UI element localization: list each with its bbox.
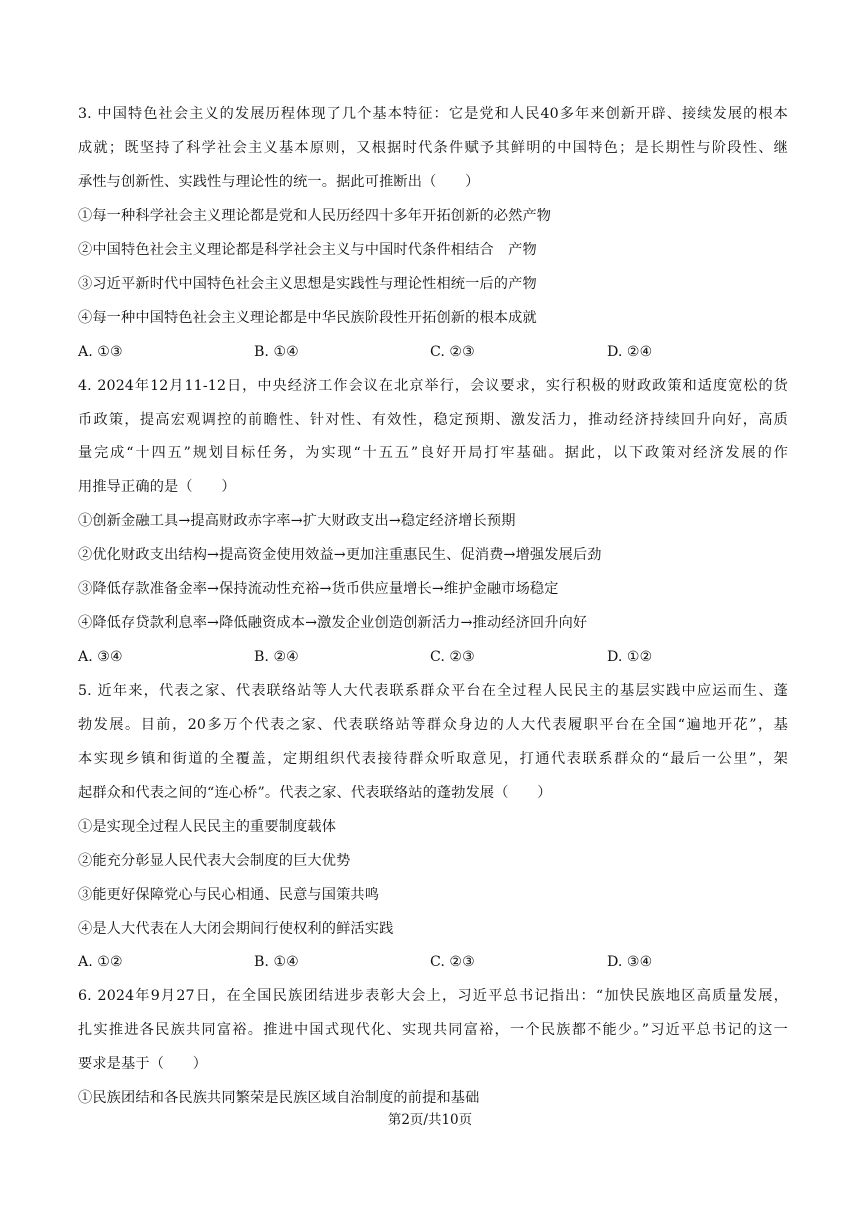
question-5-options (78, 952, 788, 972)
question-6-stem-line: 6. 2024年9月27日，在全国民族团结进步表彰大会上，习近平总书记指出：“加快民族地区高质量发展， (78, 988, 788, 1004)
question-4-stem-line: 量完成“十四五”规划目标任务，为实现“十五五”良好开局打牢基础。据此，以下政策对经济发展的作 (78, 445, 788, 461)
page-footer: 第2页/共10页 (387, 1112, 473, 1128)
question-5-stem-line: 5. 近年来，代表之家、代表联络站等人大代表联系群众平台在全过程人民民主的基层实践中应运而生、蓬 (78, 683, 788, 699)
question-3-item: ①每一种科学社会主义理论都是党和人民历经四十多年开拓创新的必然产物 (78, 208, 552, 224)
option-c: C. ②③ (430, 344, 475, 360)
question-5-stem-line: 勃发展。目前，20多万个代表之家、代表联络站等群众身边的人大代表履职平台在全国“遍地开花”，基 (78, 717, 788, 733)
question-4-stem-line: 4. 2024年12月11-12日，中央经济工作会议在北京举行，会议要求，实行积极的财政政策和适度宽松的货 (78, 378, 788, 394)
option-a: A. ③④ (78, 649, 123, 665)
question-4-stem-line: 币政策，提高宏观调控的前瞻性、针对性、有效性，稳定预期、激发活力，推动经济持续回升向好，高质 (78, 412, 788, 428)
question-5-item: ②能充分彰显人民代表大会制度的巨大优势 (78, 853, 351, 869)
option-b: B. ①④ (254, 344, 299, 360)
option-b: B. ②④ (254, 649, 299, 665)
option-d: D. ③④ (607, 954, 653, 970)
option-b: B. ①④ (254, 954, 299, 970)
option-d: D. ①② (607, 649, 653, 665)
question-3-stem-line: 成就；既坚持了科学社会主义基本原则，又根据时代条件赋予其鲜明的中国特色；是长期性与阶段性、继 (78, 140, 788, 156)
question-3-stem-line: 承性与创新性、实践性与理论性的统一。据此可推断出（ ） (78, 174, 480, 190)
question-4-item: ④降低存贷款利息率→降低融资成本→激发企业创造创新活力→推动经济回升向好 (78, 615, 588, 631)
option-c: C. ②③ (430, 649, 475, 665)
question-3-item: ④每一种中国特色社会主义理论都是中华民族阶段性开拓创新的根本成就 (78, 310, 537, 326)
question-3-stem-line: 3. 中国特色社会主义的发展历程体现了几个基本特征：它是党和人民40多年来创新开辟、接续发展的根本 (78, 106, 788, 122)
question-5-item: ①是实现全过程人民民主的重要制度载体 (78, 819, 337, 835)
question-5-item: ④是人大代表在人大闭会期间行使权利的鲜活实践 (78, 921, 394, 937)
question-3-options (78, 342, 788, 362)
question-6-stem-line: 扎实推进各民族共同富裕。推进中国式现代化、实现共同富裕，一个民族都不能少。”习近平总书记的这一 (78, 1022, 788, 1038)
question-5-item: ③能更好保障党心与民心相通、民意与国策共鸣 (78, 887, 380, 903)
question-6-item: ①民族团结和各民族共同繁荣是民族区域自治制度的前提和基础 (78, 1090, 480, 1106)
question-5-stem-line: 本实现乡镇和街道的全覆盖，定期组织代表接待群众听取意见，打通代表联系群众的“最后一公里”，架 (78, 751, 788, 767)
question-4-item: ③降低存款准备金率→保持流动性充裕→货币供应量增长→维护金融市场稳定 (78, 581, 559, 597)
question-3-item: ③习近平新时代中国特色社会主义思想是实践性与理论性相统一后的产物 (78, 276, 537, 292)
option-a: A. ①③ (78, 344, 123, 360)
question-3-item: ②中国特色社会主义理论都是科学社会主义与中国时代条件相结合 产物 (78, 242, 537, 258)
option-d: D. ②④ (607, 344, 653, 360)
question-5-stem-line: 起群众和代表之间的“连心桥”。代表之家、代表联络站的蓬勃发展（ ） (78, 785, 552, 801)
question-4-options (78, 647, 788, 667)
option-a: A. ①② (78, 954, 123, 970)
question-4-item: ①创新金融工具→提高财政赤字率→扩大财政支出→稳定经济增长预期 (78, 513, 516, 529)
question-4-stem-line: 用推导正确的是（ ） (78, 479, 236, 495)
question-4-item: ②优化财政支出结构→提高资金使用效益→更加注重惠民生、促消费→增强发展后劲 (78, 547, 602, 563)
option-c: C. ②③ (430, 954, 475, 970)
question-6-stem-line: 要求是基于（ ） (78, 1056, 208, 1072)
